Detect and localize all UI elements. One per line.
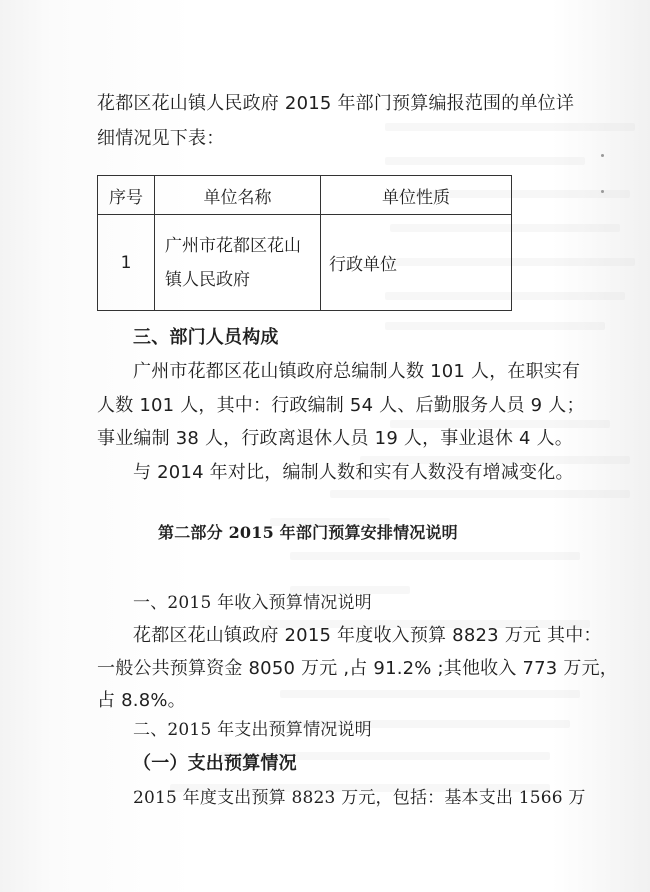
- margin-dot: [601, 154, 604, 157]
- table-cell-number: 1: [98, 215, 155, 311]
- expense-line-1: 2015 年度支出预算 8823 万元，包括：基本支出 1566 万: [133, 788, 586, 808]
- income-line-2: 一般公共预算资金 8050 万元 ,占 91.2% ;其他收入 773 万元，: [97, 658, 618, 679]
- table-cell-unit-type: [321, 215, 512, 311]
- intro-line-2: 细情况见下表：: [97, 128, 225, 149]
- section-3-para-line-1: 广州市花都区花山镇政府总编制人数 101 人，在职实有: [133, 361, 581, 382]
- table-header-cell: 序号: [98, 176, 155, 215]
- table-cell-unit-name: [155, 215, 321, 311]
- table-header-cell: 单位名称: [155, 176, 321, 215]
- section-3-heading: 三、部门人员构成: [133, 327, 279, 348]
- income-subheading: 一、2015 年收入预算情况说明: [133, 593, 372, 613]
- income-line-1: 花都区花山镇政府 2015 年度收入预算 8823 万元 其中：: [133, 625, 602, 646]
- unit-name-line-1: 广州市花都区花山: [165, 235, 301, 256]
- unit-type-text: 行政单位: [329, 255, 397, 275]
- section-3-para-line-2: 人数 101 人，其中：行政编制 54 人、后勤服务人员 9 人；: [97, 395, 585, 416]
- income-line-3: 占 8.8%。: [97, 690, 186, 711]
- table-header-row: [98, 176, 512, 215]
- intro-line-1: 花都区花山镇人民政府 2015 年部门预算编报范围的单位详: [97, 93, 575, 114]
- unit-table: [97, 175, 512, 311]
- expense-sub-subheading: （一）支出预算情况: [133, 753, 297, 774]
- part-2-heading: 第二部分 2015 年部门预算安排情况说明: [158, 523, 458, 542]
- expense-subheading: 二、2015 年支出预算情况说明: [133, 720, 372, 740]
- table-row: [98, 215, 512, 311]
- margin-dot: [601, 190, 604, 193]
- section-3-para-line-3: 事业编制 38 人，行政离退休人员 19 人，事业退休 4 人。: [97, 428, 573, 449]
- table-header-cell: 单位性质: [321, 176, 512, 215]
- unit-name-line-2: 镇人民政府: [165, 269, 250, 290]
- section-3-para-2: 与 2014 年对比，编制人数和实有人数没有增减变化。: [133, 462, 574, 483]
